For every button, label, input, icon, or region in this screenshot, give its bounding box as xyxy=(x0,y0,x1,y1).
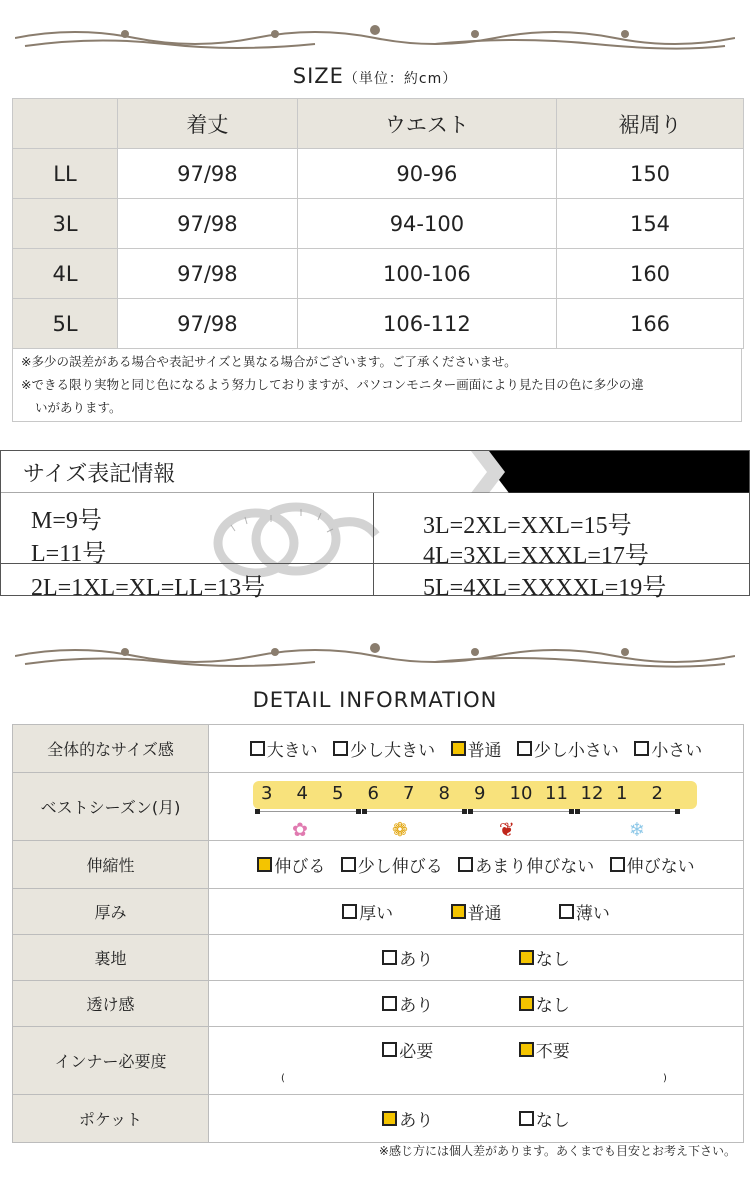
season-month-label: 5 xyxy=(332,783,344,804)
season-range-marker xyxy=(675,809,680,814)
thickness-options xyxy=(209,889,744,935)
season-month-label: 9 xyxy=(474,783,486,804)
season-month-label: 7 xyxy=(403,783,415,804)
size-header-hem: 裾周り xyxy=(557,99,744,149)
pocket-option: あり xyxy=(382,1106,433,1131)
size-label: LL xyxy=(13,149,118,199)
thickness-option: 普通 xyxy=(451,899,502,924)
table-row xyxy=(13,249,744,299)
sheer-options xyxy=(209,981,744,1027)
size-header-length: 着丈 xyxy=(118,99,298,149)
table-row xyxy=(13,299,744,349)
pocket-label: ポケット xyxy=(13,1095,209,1143)
fit-label: 全体的なサイズ感 xyxy=(13,725,209,773)
size-info-4l: 4L=3XL=XXXL=17号 xyxy=(423,543,649,569)
snowflake-icon: ❄ xyxy=(629,819,645,841)
size-header-waist: ウエスト xyxy=(297,99,556,149)
checkbox-icon xyxy=(559,904,574,919)
size-unit: （単位：約cm） xyxy=(343,71,458,87)
thickness-option: 厚い xyxy=(342,899,393,924)
size-label: 5L xyxy=(13,299,118,349)
season-month-label: 11 xyxy=(545,783,568,804)
checkbox-icon xyxy=(458,857,473,872)
checkbox-checked-icon xyxy=(519,950,534,965)
detail-table xyxy=(12,724,744,1143)
stretch-option: 少し伸びる xyxy=(341,852,443,877)
checkbox-checked-icon xyxy=(451,904,466,919)
fit-option: 大きい xyxy=(250,736,318,761)
size-info-3l: 3L=2XL=XXL=15号 xyxy=(423,513,632,539)
size-info-l: L=11号 xyxy=(31,541,107,567)
size-note-2: ※できる限り実物と同じ色になるよう努力しておりますが、パソコンモニター画面により見た目の色に多少の違 xyxy=(21,377,644,392)
size-info-m: M=9号 xyxy=(31,508,102,534)
size-notes xyxy=(12,348,742,422)
sunflower-icon: ❁ xyxy=(392,819,408,841)
size-table xyxy=(12,98,744,349)
inner-options xyxy=(209,1027,744,1095)
inner-paren-open: ( xyxy=(281,1073,285,1084)
table-row xyxy=(13,935,744,981)
table-row xyxy=(13,199,744,249)
season-month-label: 4 xyxy=(296,783,308,804)
size-value: 90-96 xyxy=(297,149,556,199)
checkbox-icon xyxy=(634,741,649,756)
size-note-2-cont: いがあります。 xyxy=(35,400,122,415)
table-row xyxy=(13,1027,744,1095)
inner-paren-close: ) xyxy=(663,1073,667,1084)
lining-options xyxy=(209,935,744,981)
season-month-label: 8 xyxy=(438,783,450,804)
season-range-marker xyxy=(462,809,467,814)
size-info-title: サイズ表記情報 xyxy=(23,462,176,487)
stretch-option: 伸びる xyxy=(257,852,325,877)
checkbox-icon xyxy=(250,741,265,756)
detail-title: DETAIL INFORMATION xyxy=(252,688,498,712)
checkbox-icon xyxy=(342,904,357,919)
season-range-marker xyxy=(569,809,574,814)
table-row xyxy=(13,841,744,889)
checkbox-checked-icon xyxy=(519,1042,534,1057)
lining-option: なし xyxy=(519,945,570,970)
size-info-2l: 2L=1XL=XL=LL=13号 xyxy=(31,575,266,601)
season-range-marker xyxy=(575,809,580,814)
size-corner-cell xyxy=(13,99,118,149)
fit-option: 少し大きい xyxy=(333,736,435,761)
sheer-label: 透け感 xyxy=(13,981,209,1027)
info-divider-vertical xyxy=(373,493,374,595)
size-label: 4L xyxy=(13,249,118,299)
size-value: 97/98 xyxy=(118,249,298,299)
maple-leaf-icon: ❦ xyxy=(499,819,515,841)
season-range-line xyxy=(255,811,356,812)
inner-option: 不要 xyxy=(519,1037,570,1062)
stretch-option: 伸びない xyxy=(610,852,695,877)
table-row xyxy=(13,773,744,841)
checkbox-icon xyxy=(382,996,397,1011)
size-value: 154 xyxy=(557,199,744,249)
pocket-option: なし xyxy=(519,1106,570,1131)
table-row xyxy=(13,725,744,773)
fit-option: 少し小さい xyxy=(517,736,619,761)
table-row xyxy=(13,981,744,1027)
size-value: 97/98 xyxy=(118,149,298,199)
checkbox-icon xyxy=(382,950,397,965)
size-value: 150 xyxy=(557,149,744,199)
lining-label: 裏地 xyxy=(13,935,209,981)
stretch-options xyxy=(209,841,744,889)
table-row xyxy=(13,149,744,199)
inner-label: インナー必要度 xyxy=(13,1027,209,1095)
size-value: 100-106 xyxy=(297,249,556,299)
size-info-5l: 5L=4XL=XXXXL=19号 xyxy=(423,575,667,601)
stretch-option: あまり伸びない xyxy=(458,852,594,877)
season-range-line xyxy=(362,811,463,812)
inner-option: 必要 xyxy=(382,1037,433,1062)
ornament-divider-top xyxy=(15,22,735,54)
detail-footnote: ※感じ方には個人差があります。あくまでも目安とお考え下さい。 xyxy=(378,1144,736,1158)
checkbox-checked-icon xyxy=(382,1111,397,1126)
checkbox-icon xyxy=(610,857,625,872)
size-note-1: ※多少の誤差がある場合や表記サイズと異なる場合がございます。ご了承くださいませ。 xyxy=(21,354,517,369)
checkbox-icon xyxy=(341,857,356,872)
size-value: 166 xyxy=(557,299,744,349)
season-month-label: 10 xyxy=(509,783,533,804)
flower-icon: ✿ xyxy=(292,819,308,841)
thickness-option: 薄い xyxy=(559,899,610,924)
season-label: ベストシーズン(月) xyxy=(13,773,209,841)
checkbox-checked-icon xyxy=(519,996,534,1011)
size-value: 106-112 xyxy=(297,299,556,349)
size-title: SIZE（単位：約cm） xyxy=(292,64,458,88)
season-range-line xyxy=(575,811,676,812)
size-value: 94-100 xyxy=(297,199,556,249)
fit-option: 小さい xyxy=(634,736,702,761)
checkbox-icon xyxy=(333,741,348,756)
ornament-divider-detail xyxy=(15,640,735,672)
size-value: 97/98 xyxy=(118,199,298,249)
table-row xyxy=(13,889,744,935)
table-row xyxy=(13,1095,744,1143)
season-month-label: 1 xyxy=(616,783,628,804)
season-month-label: 6 xyxy=(367,783,379,804)
size-label: 3L xyxy=(13,199,118,249)
size-value: 160 xyxy=(557,249,744,299)
checkbox-icon xyxy=(517,741,532,756)
stretch-label: 伸縮性 xyxy=(13,841,209,889)
fit-option: 普通 xyxy=(451,736,502,761)
season-range-marker xyxy=(356,809,361,814)
pocket-options xyxy=(209,1095,744,1143)
season-range-marker xyxy=(468,809,473,814)
season-chart xyxy=(209,773,744,841)
sheer-option: なし xyxy=(519,991,570,1016)
checkbox-checked-icon xyxy=(451,741,466,756)
checkbox-icon xyxy=(519,1111,534,1126)
season-month-label: 3 xyxy=(261,783,273,804)
season-month-label: 12 xyxy=(580,783,604,804)
size-info-box xyxy=(0,450,750,601)
checkbox-checked-icon xyxy=(257,857,272,872)
season-range-line xyxy=(468,811,569,812)
checkbox-icon xyxy=(382,1042,397,1057)
thickness-label: 厚み xyxy=(13,889,209,935)
season-range-marker xyxy=(255,809,260,814)
fit-options xyxy=(209,725,744,773)
size-table-header xyxy=(13,99,744,149)
size-value: 97/98 xyxy=(118,299,298,349)
season-month-label: 2 xyxy=(651,783,663,804)
season-range-marker xyxy=(362,809,367,814)
sheer-option: あり xyxy=(382,991,433,1016)
lining-option: あり xyxy=(382,945,433,970)
